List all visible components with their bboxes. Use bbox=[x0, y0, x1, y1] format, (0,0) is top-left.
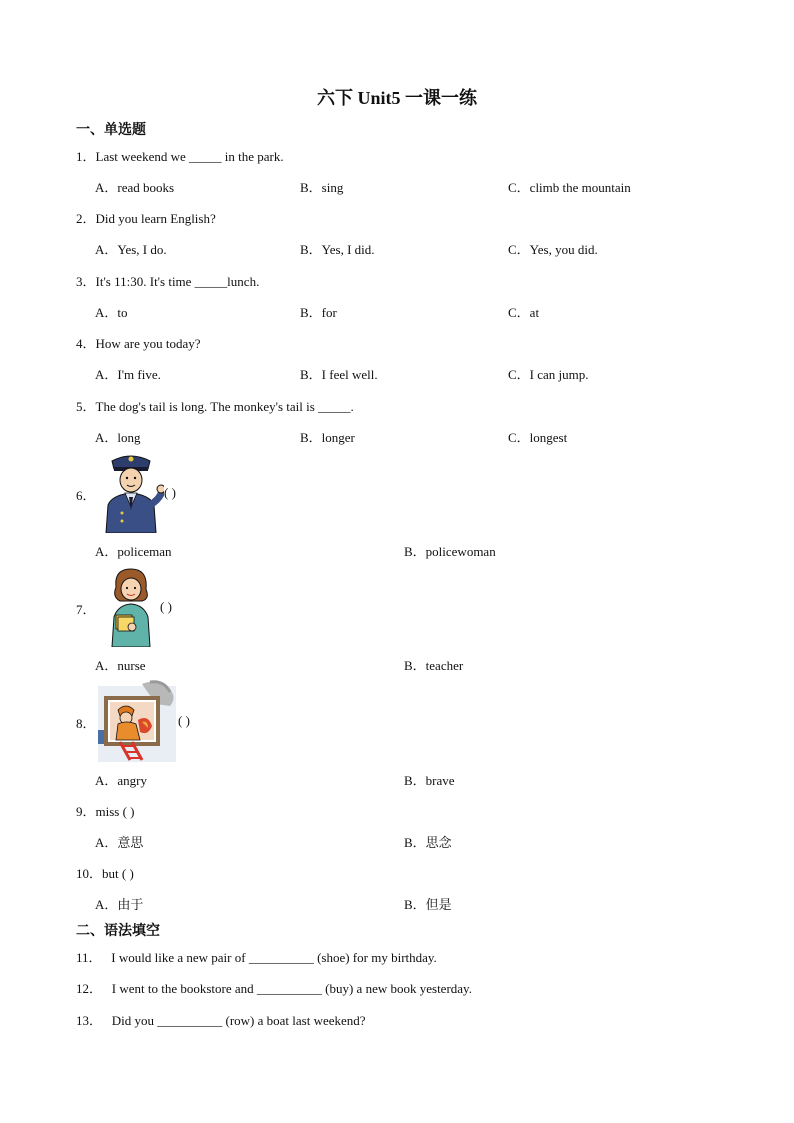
section-heading-grammar-fill: 二、语法填空 bbox=[76, 924, 160, 939]
firefighter-picture bbox=[96, 680, 178, 762]
question-text: Last weekend we _____ in the park. bbox=[95, 149, 284, 164]
q8-option-b[interactable]: B．brave bbox=[404, 773, 455, 788]
question-number: 5． bbox=[76, 399, 96, 414]
q3-option-b[interactable]: B．for bbox=[300, 305, 337, 320]
question-5 bbox=[76, 396, 354, 415]
question-number: 3． bbox=[76, 274, 96, 289]
question-2 bbox=[76, 208, 216, 227]
q1-option-a[interactable]: A．read books bbox=[95, 180, 175, 195]
question-number: 12． bbox=[76, 981, 103, 996]
q9-option-b[interactable]: B．思念 bbox=[404, 835, 452, 850]
question-text: Did you __________ (row) a boat last weekend? bbox=[111, 1013, 366, 1028]
question-number: 13． bbox=[76, 1013, 103, 1028]
question-9 bbox=[76, 801, 135, 820]
question-8-number: 8． bbox=[76, 716, 96, 731]
q9-option-a[interactable]: A．意思 bbox=[95, 835, 144, 850]
q7-option-a[interactable]: A．nurse bbox=[95, 658, 146, 673]
question-text: I went to the bookstore and __________ (buy) a new book yesterday. bbox=[111, 981, 472, 996]
fill-question-12 bbox=[76, 978, 472, 997]
question-text: Did you learn English? bbox=[95, 211, 216, 226]
answer-blank[interactable]: ( ) bbox=[178, 713, 190, 728]
q4-option-a[interactable]: A．I'm five. bbox=[95, 367, 161, 382]
question-number: 4． bbox=[76, 336, 96, 351]
q1-option-b[interactable]: B．sing bbox=[300, 180, 344, 195]
q7-option-b[interactable]: B．teacher bbox=[404, 658, 464, 673]
q4-option-c[interactable]: C．I can jump. bbox=[508, 367, 589, 382]
question-4 bbox=[76, 333, 201, 352]
question-text: miss ( ) bbox=[95, 804, 135, 819]
q5-option-c[interactable]: C．longest bbox=[508, 430, 568, 445]
question-number: 10． bbox=[76, 866, 103, 881]
q5-option-a[interactable]: A．long bbox=[95, 430, 141, 445]
q8-option-a[interactable]: A．angry bbox=[95, 773, 147, 788]
q6-option-a[interactable]: A．policeman bbox=[95, 544, 172, 559]
q3-option-a[interactable]: A．to bbox=[95, 305, 128, 320]
q2-option-b[interactable]: B．Yes, I did. bbox=[300, 242, 375, 257]
question-7-number: 7． bbox=[76, 602, 96, 617]
question-6-number: 6． bbox=[76, 488, 96, 503]
question-3 bbox=[76, 271, 259, 290]
q6-option-b[interactable]: B．policewoman bbox=[404, 544, 496, 559]
question-number: 1． bbox=[76, 149, 96, 164]
q2-option-a[interactable]: A．Yes, I do. bbox=[95, 242, 167, 257]
teacher-picture bbox=[106, 567, 156, 647]
q3-option-c[interactable]: C．at bbox=[508, 305, 540, 320]
page-title: 六下 Unit5 一课一练 bbox=[316, 88, 477, 108]
question-text: It's 11:30. It's time _____lunch. bbox=[95, 274, 260, 289]
question-text: The dog's tail is long. The monkey's tail is _____. bbox=[95, 399, 354, 414]
policeman-picture bbox=[98, 453, 164, 533]
question-text: but ( ) bbox=[102, 866, 134, 881]
q10-option-b[interactable]: B．但是 bbox=[404, 897, 452, 912]
q5-option-b[interactable]: B．longer bbox=[300, 430, 355, 445]
question-number: 9． bbox=[76, 804, 96, 819]
section-heading-single-choice: 一、单选题 bbox=[76, 123, 146, 138]
answer-blank[interactable]: ( ) bbox=[164, 485, 176, 500]
question-text: I would like a new pair of __________ (shoe) for my birthday. bbox=[111, 950, 437, 965]
q4-option-b[interactable]: B．I feel well. bbox=[300, 367, 378, 382]
q1-option-c[interactable]: C．climb the mountain bbox=[508, 180, 631, 195]
q10-option-a[interactable]: A．由于 bbox=[95, 897, 144, 912]
question-number: 11． bbox=[76, 950, 102, 965]
answer-blank[interactable]: ( ) bbox=[160, 599, 172, 614]
question-1 bbox=[76, 146, 284, 165]
question-10 bbox=[76, 863, 134, 882]
question-number: 2． bbox=[76, 211, 96, 226]
q2-option-c[interactable]: C．Yes, you did. bbox=[508, 242, 598, 257]
fill-question-13 bbox=[76, 1010, 366, 1029]
question-text: How are you today? bbox=[95, 336, 201, 351]
fill-question-11 bbox=[76, 947, 437, 966]
